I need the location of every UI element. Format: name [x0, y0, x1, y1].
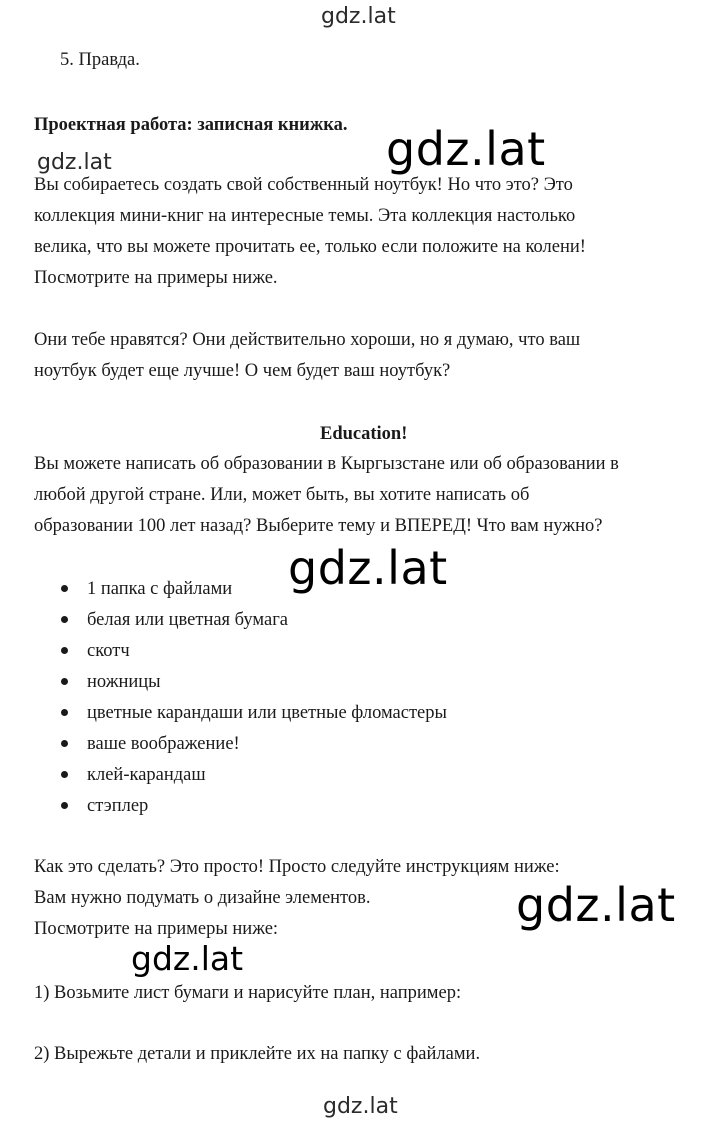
list-item: клей-карандаш [87, 765, 206, 785]
bullet-icon [61, 709, 68, 716]
watermark-big-1: gdz.lat [386, 122, 546, 176]
list-item: ножницы [87, 672, 161, 692]
step-1: 1) Возьмите лист бумаги и нарисуйте план, например: [34, 983, 462, 1003]
instruction-line: Как это сделать? Это просто! Просто следуйте инструкциям ниже: [34, 857, 560, 877]
intro-line: коллекция мини-книг на интересные темы. Эта коллекция настолько [34, 206, 576, 226]
instruction-line: Посмотрите на примеры ниже: [34, 919, 279, 939]
question-line: Они тебе нравятся? Они действительно хороши, но я думаю, что ваш [34, 330, 581, 350]
answer-item: 5. Правда. [60, 50, 140, 70]
watermark-top: gdz.lat [321, 4, 396, 29]
watermark-medium: gdz.lat [131, 939, 244, 978]
bullet-icon [61, 585, 68, 592]
list-item: цветные карандаши или цветные фломастеры [87, 703, 447, 723]
watermark-bottom: gdz.lat [323, 1094, 398, 1119]
step-2: 2) Вырежьте детали и приклейте их на папку с файлами. [34, 1044, 481, 1064]
list-item: стэплер [87, 796, 149, 816]
watermark-big-3: gdz.lat [516, 878, 676, 932]
intro-line: Вы собираетесь создать свой собственный ноутбук! Но что это? Это [34, 175, 573, 195]
education-line: Вы можете написать об образовании в Кыргызстане или об образовании в [34, 454, 619, 474]
list-item: 1 папка с файлами [87, 579, 233, 599]
bullet-icon [61, 678, 68, 685]
list-item: скотч [87, 641, 130, 661]
instruction-line: Вам нужно подумать о дизайне элементов. [34, 888, 371, 908]
education-line: любой другой стране. Или, может быть, вы хотите написать об [34, 485, 530, 505]
question-line: ноутбук будет еще лучше! О чем будет ваш ноутбук? [34, 361, 451, 381]
intro-line: Посмотрите на примеры ниже. [34, 268, 278, 288]
bullet-icon [61, 802, 68, 809]
section-heading: Education! [320, 424, 408, 444]
project-title: Проектная работа: записная книжка. [34, 115, 348, 135]
bullet-icon [61, 647, 68, 654]
bullet-icon [61, 771, 68, 778]
list-item: белая или цветная бумага [87, 610, 288, 630]
watermark-big-2: gdz.lat [288, 541, 448, 595]
bullet-icon [61, 616, 68, 623]
education-line: образовании 100 лет назад? Выберите тему и ВПЕРЕД! Что вам нужно? [34, 516, 603, 536]
list-item: ваше воображение! [87, 734, 240, 754]
watermark-left-small: gdz.lat [37, 150, 112, 175]
intro-line: велика, что вы можете прочитать ее, только если положите на колени! [34, 237, 586, 257]
bullet-icon [61, 740, 68, 747]
